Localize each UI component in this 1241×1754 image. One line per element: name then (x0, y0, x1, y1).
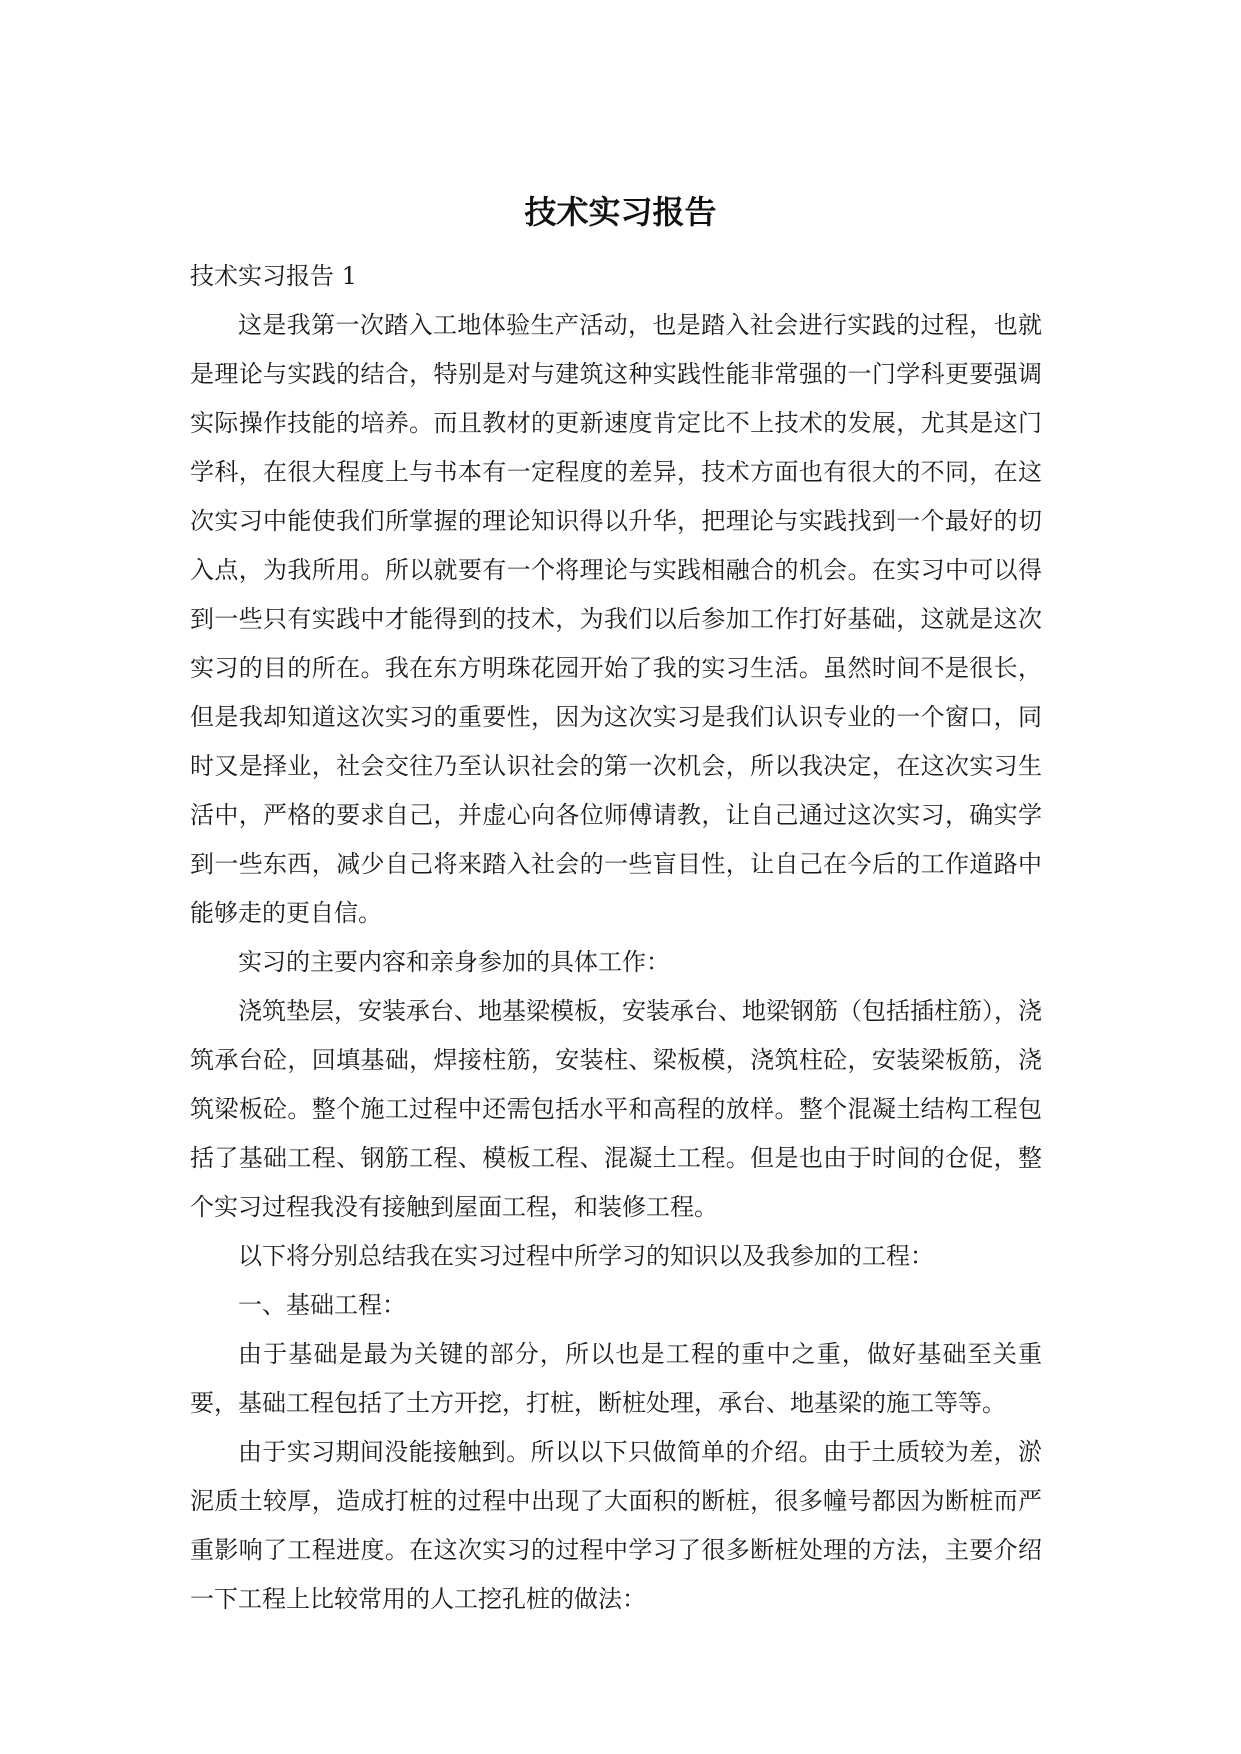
paragraph: 这是我第一次踏入工地体验生产活动，也是踏入社会进行实践的过程，也就是理论与实践的结合，特别是对与建筑这种实践性能非常强的一门学科更要强调实际操作技能的培养。而且教材的更新速度肯定比不上技术的发展，尤其是这门学科，在很大程度上与书本有一定程度的差异，技术方面也有很大的不同，在这次实习中能使我们所掌握的理论知识得以升华，把理论与实践找到一个最好的切入点，为我所用。所以就要有一个将理论与实践相融合的机会。在实习中可以得到一些只有实践中才能得到的技术，为我们以后参加工作打好基础，这就是这次实习的目的所在。我在东方明珠花园开始了我的实习生活。虽然时间不是很长，但是我却知道这次实习的重要性，因为这次实习是我们认识专业的一个窗口，同时又是择业，社会交往乃至认识社会的第一次机会，所以我决定，在这次实习生活中，严格的要求自己，并虚心向各位师傅请教，让自己通过这次实习，确实学到一些东西，减少自己将来踏入社会的一些盲目性，让自己在今后的工作道路中能够走的更自信。 (190, 311, 1042, 927)
paragraph: 实习的主要内容和亲身参加的具体工作： (238, 948, 670, 976)
paragraph: 以下将分别总结我在实习过程中所学习的知识以及我参加的工程： (238, 1242, 934, 1270)
document-title: 技术实习报告 (524, 193, 717, 231)
paragraph: 浇筑垫层，安装承台、地基梁模板，安装承台、地梁钢筋（包括插柱筋），浇筑承台砼，回填基础，焊接柱筋，安装柱、梁板模，浇筑柱砼，安装梁板筋，浇筑梁板砼。整个施工过程中还需包括水平和高程的放样。整个混凝土结构工程包括了基础工程、钢筋工程、模板工程、混凝土工程。但是也由于时间的仓促，整个实习过程我没有接触到屋面工程，和装修工程。 (190, 997, 1042, 1221)
paragraph: 由于基础是最为关键的部分，所以也是工程的重中之重，做好基础至关重要，基础工程包括了土方开挖，打桩，断桩处理，承台、地基梁的施工等等。 (190, 1340, 1042, 1417)
paragraph: 由于实习期间没能接触到。所以以下只做简单的介绍。由于土质较为差，淤泥质土较厚，造成打桩的过程中出现了大面积的断桩，很多幢号都因为断桩而严重影响了工程进度。在这次实习的过程中学习了很多断桩处理的方法，主要介绍一下工程上比较常用的人工挖孔桩的做法： (190, 1438, 1042, 1613)
section-heading: 技术实习报告 1 (190, 262, 357, 290)
paragraph: 一、基础工程： (238, 1291, 406, 1319)
document-body (190, 252, 1042, 1624)
